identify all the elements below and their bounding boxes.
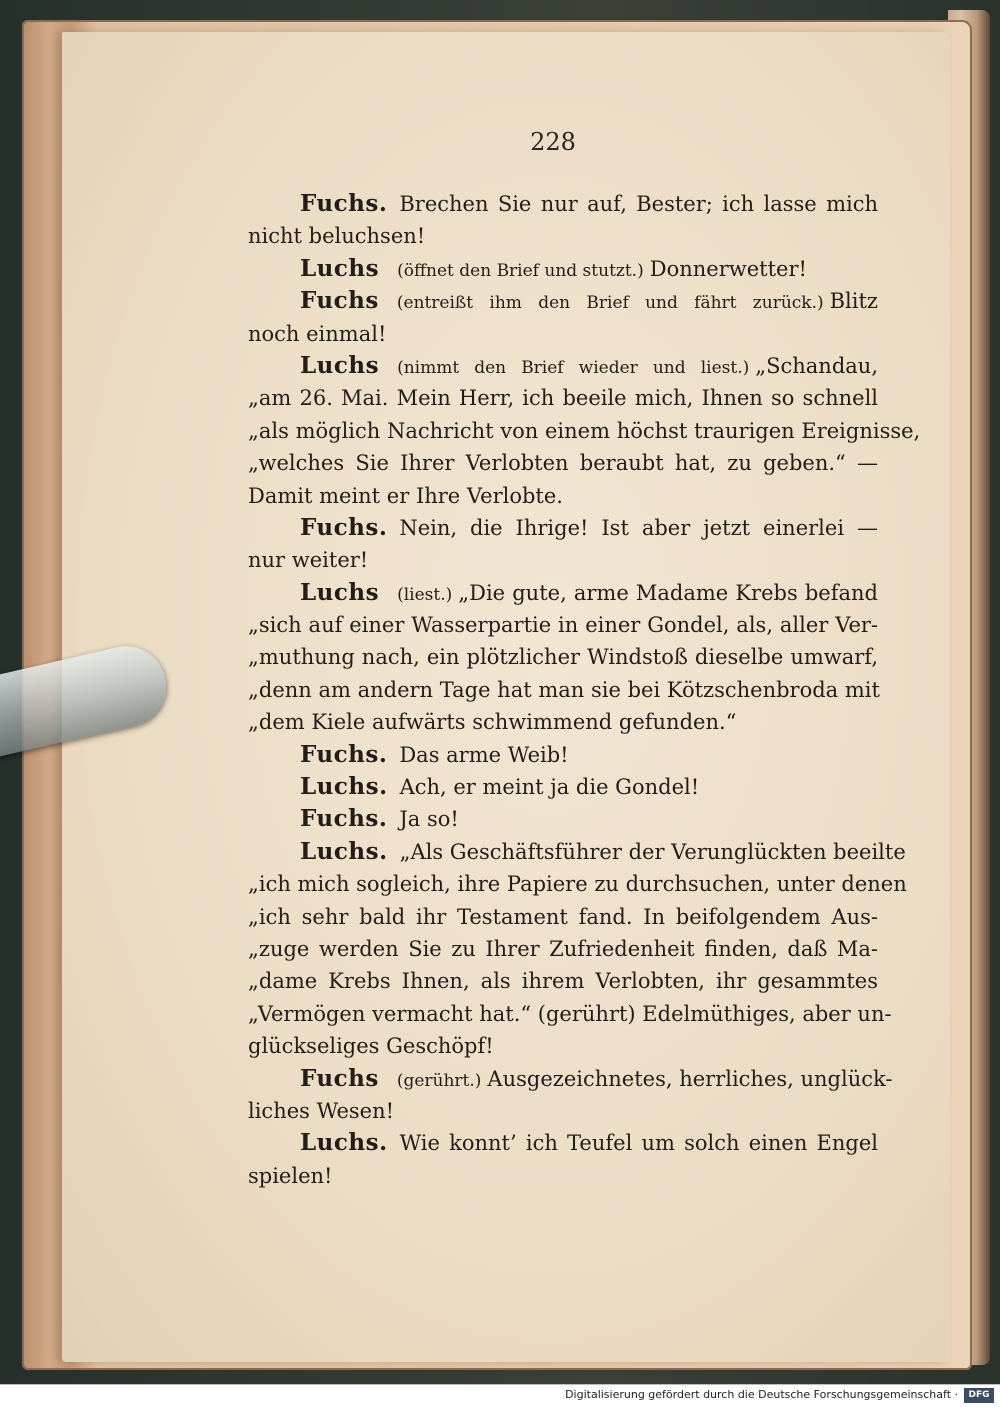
line-text: glückseliges Geschöpf!	[248, 1034, 494, 1059]
speaker-name: Luchs.	[300, 773, 388, 801]
text-line	[248, 447, 878, 479]
line-text: „muthung nach, ein plötzlicher Windstoß dieselbe umwarf,	[248, 645, 878, 670]
text-line	[248, 1030, 878, 1062]
line-text: „am 26. Mai. Mein Herr, ich beeile mich, Ihnen so schnell	[248, 386, 878, 411]
speaker-name: Fuchs.	[300, 513, 388, 541]
line-text: „ich sehr bald ihr Testament fand. In beifolgendem Aus-	[248, 904, 878, 929]
text-line	[248, 771, 878, 803]
line-text: „sich auf einer Wasserpartie in einer Gondel, als, aller Ver-	[248, 613, 878, 638]
text-line	[248, 998, 892, 1030]
text-line	[248, 933, 878, 965]
line-text: noch einmal!	[248, 321, 387, 346]
text-line	[248, 836, 906, 868]
line-text: „welches Sie Ihrer Verlobten beraubt hat, zu geben.“ —	[248, 451, 878, 476]
page-text	[248, 188, 921, 1192]
line-text: spielen!	[248, 1163, 333, 1188]
line-text: „Die gute, arme Madame Krebs befand	[458, 580, 878, 605]
speaker-name: Fuchs.	[300, 740, 388, 768]
line-text: Nein, die Ihrige! Ist aber jetzt einerlei —	[399, 515, 878, 540]
page-number: 228	[530, 128, 576, 156]
stage-direction: (entreißt ihm den Brief und fährt zurück.)	[396, 293, 824, 314]
text-line	[248, 512, 878, 544]
speaker-name: Fuchs	[300, 1064, 379, 1092]
speaker-name: Fuchs.	[300, 805, 388, 833]
line-text: „zuge werden Sie zu Ihrer Zufriedenheit finden, daß Ma-	[248, 936, 878, 961]
text-line	[248, 1160, 878, 1192]
stage-direction: (gerührt.)	[396, 1070, 482, 1091]
line-text: Ach, er meint ja die Gondel!	[399, 775, 700, 800]
line-text: nur weiter!	[248, 548, 369, 573]
text-line	[248, 803, 878, 835]
speaker-name: Luchs.	[300, 837, 388, 865]
stage-direction: (nimmt den Brief wieder und liest.)	[397, 357, 750, 378]
line-text: Damit meint er Ihre Verlobte.	[248, 483, 563, 508]
line-text: „ich mich sogleich, ihre Papiere zu durchsuchen, unter denen	[248, 872, 907, 897]
line-text: Brechen Sie nur auf, Bester; ich lasse mich	[399, 192, 878, 216]
text-line	[248, 965, 878, 997]
text-line	[248, 1127, 878, 1159]
line-text: nicht beluchsen!	[248, 224, 426, 249]
text-line	[248, 1095, 878, 1127]
footer-credit: Digitalisierung gefördert durch die Deutsche Forschungsgemeinschaft ·	[565, 1388, 958, 1401]
line-text: „Schandau,	[755, 353, 878, 378]
speaker-name: Luchs	[300, 351, 380, 379]
text-line	[248, 480, 878, 512]
speaker-name: Fuchs	[300, 287, 379, 315]
speaker-name: Luchs	[300, 254, 380, 282]
line-text: „Vermögen vermacht hat.“ (gerührt) Edelmüthiges, aber un-	[248, 1001, 892, 1026]
text-line	[248, 285, 878, 317]
line-text: liches Wesen!	[248, 1098, 395, 1123]
speaker-name: Luchs	[300, 578, 380, 606]
text-line	[248, 253, 878, 285]
text-line	[248, 609, 878, 641]
stage-direction: (öffnet den Brief und stutzt.)	[397, 260, 644, 281]
text-line	[248, 674, 878, 706]
dfg-logo-icon: DFG	[964, 1388, 994, 1403]
line-text: „dame Krebs Ihnen, als ihrem Verlobten, ihr gesammtes	[248, 969, 878, 994]
line-text: Blitz	[829, 289, 878, 314]
stage-direction: (liest.)	[397, 584, 453, 605]
speaker-name: Luchs.	[300, 1129, 388, 1157]
speaker-name: Fuchs.	[300, 190, 388, 217]
line-text: „dem Kiele aufwärts schwimmend gefunden.“	[248, 710, 737, 735]
text-line	[248, 382, 878, 414]
text-line	[248, 739, 878, 771]
text-line	[248, 577, 878, 609]
line-text: „denn am andern Tage hat man sie bei Kötzschenbroda mit	[248, 677, 880, 702]
text-line	[248, 901, 878, 933]
text-line	[248, 350, 878, 382]
line-text: „Als Geschäftsführer der Verunglückten beeilte	[399, 839, 906, 864]
line-text: Ausgezeichnetes, herrliches, unglück-	[487, 1066, 893, 1091]
line-text: Donnerwetter!	[649, 256, 807, 281]
text-line	[248, 544, 878, 576]
line-text: Das arme Weib!	[399, 742, 569, 767]
text-line	[248, 868, 907, 900]
line-text: Wie konnt’ ich Teufel um solch einen Engel	[399, 1131, 878, 1156]
text-line	[248, 188, 878, 220]
text-line	[248, 641, 878, 673]
footer-bar	[0, 1384, 1000, 1407]
line-text: Ja so!	[399, 807, 459, 832]
text-line	[248, 318, 878, 350]
text-line	[248, 220, 878, 252]
line-text: „als möglich Nachricht von einem höchst traurigen Ereignisse,	[248, 418, 921, 443]
text-line	[248, 706, 878, 738]
text-line	[248, 415, 921, 447]
text-line	[248, 1063, 893, 1095]
